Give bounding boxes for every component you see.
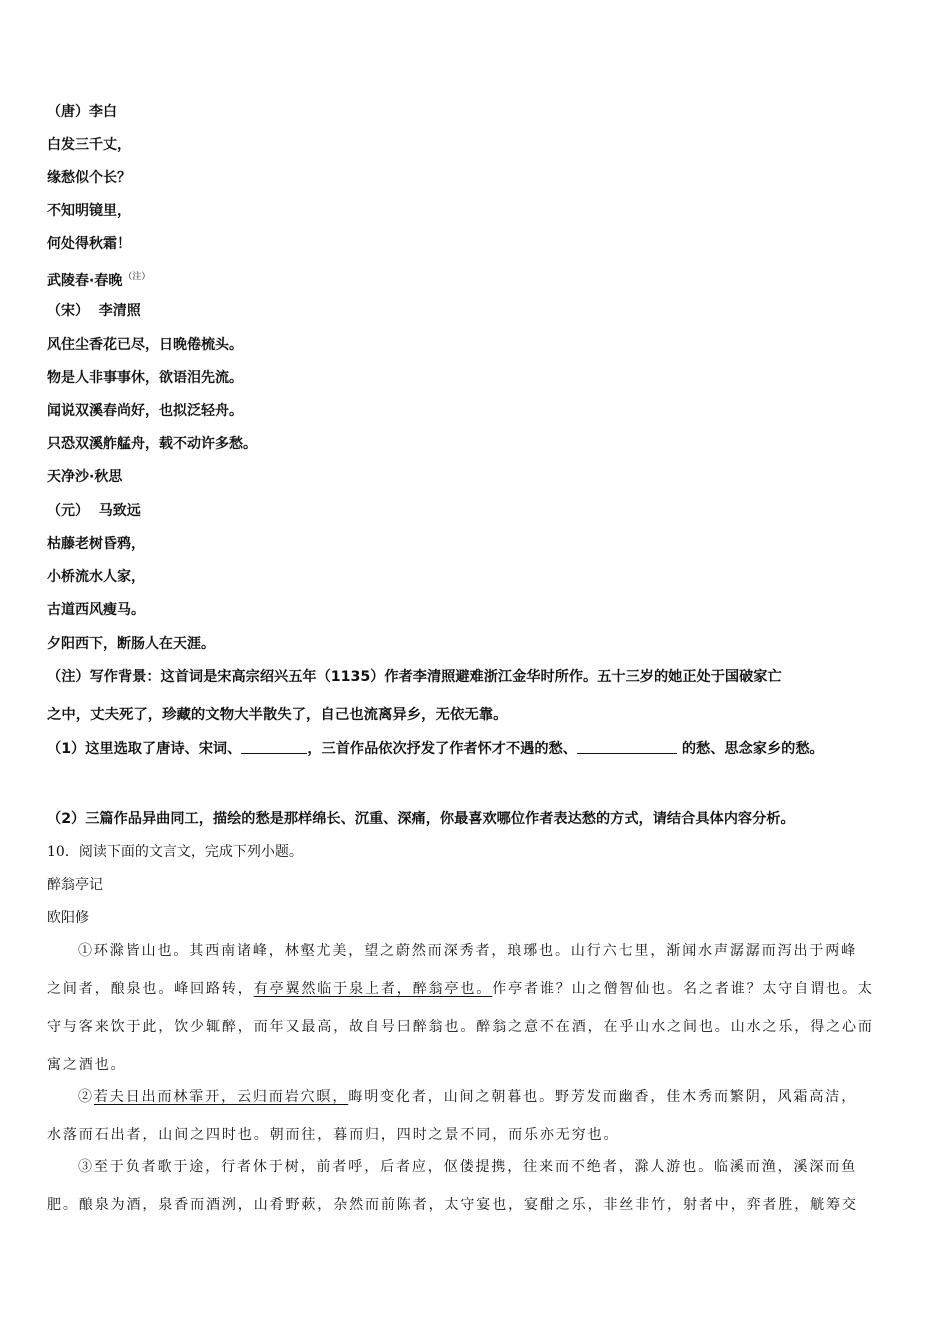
poem1-line-2: 缘愁似个长？: [47, 170, 131, 186]
poem2-title: 武陵春·春晚: [47, 273, 123, 289]
poem2-line-4: 只恐双溪舴艋舟，载不动许多愁。: [47, 436, 257, 452]
poem2-title-line: [47, 267, 150, 291]
paragraph-1-line-2-a: 之间者，酿泉也。峰回路转，: [47, 981, 254, 997]
poem1-line-4: 何处得秋霜！: [47, 236, 131, 252]
paragraph-1-line-2: [47, 979, 874, 999]
paragraph-2-line-1: [78, 1087, 857, 1107]
question-1: [47, 739, 824, 759]
section-10-heading: 10．阅读下面的文言文，完成下列小题。: [47, 844, 303, 860]
essay-author: 欧阳修: [47, 910, 89, 926]
paragraph-2-line-1-b: 晦明变化者，山间之朝暮也。野芳发而幽香，佳木秀而繁阴，风霜高洁，: [348, 1089, 858, 1105]
poem1-author: （唐）李白: [47, 104, 117, 120]
question-1-text-c: 的愁、思念家乡的愁。: [676, 741, 824, 757]
underlined-sentence-2: 若夫日出而林霏开，云归而岩穴暝，: [93, 1089, 349, 1105]
paragraph-1-line-1: ①环滁皆山也。其西南诸峰，林壑尤美，望之蔚然而深秀者，琅琊也。山行六七里，渐闻水声潺潺而泻出于两峰: [78, 943, 858, 959]
note-line-1: （注）写作背景：这首词是宋高宗绍兴五年（1135）作者李清照避难浙江金华时所作。五十三岁的她正处于国破家亡: [47, 669, 782, 685]
poem3-line-3: 古道西风瘦马。: [47, 602, 145, 618]
poem3-line-2: 小桥流水人家，: [47, 569, 145, 585]
question-1-text-a: （1）这里选取了唐诗、宋词、: [47, 741, 242, 757]
poem2-note-mark: （注）: [123, 272, 151, 282]
poem2-line-1: 风住尘香花已尽，日晚倦梳头。: [47, 337, 243, 353]
poem2-line-3: 闻说双溪春尚好，也拟泛轻舟。: [47, 403, 243, 419]
note-line-2: 之中，丈夫死了，珍藏的文物大半散失了，自己也流离异乡，无依无靠。: [47, 707, 508, 723]
paragraph-2-line-2: 水落而石出者，山间之四时也。朝而往，暮而归，四时之景不同，而乐亦无穷也。: [47, 1127, 620, 1143]
poem3-author: （元） 马致远: [47, 503, 141, 519]
essay-title: 醉翁亭记: [47, 877, 103, 893]
answer-blank-1[interactable]: [241, 739, 307, 754]
question-2: （2）三篇作品异曲同工，描绘的愁是那样绵长、沉重、深痛，你最喜欢哪位作者表达愁的方式，请结合具体内容分析。: [47, 811, 795, 827]
poem2-author: （宋） 李清照: [47, 303, 141, 319]
answer-blank-2[interactable]: [577, 739, 677, 754]
poem2-line-2: 物是人非事事休，欲语泪先流。: [47, 370, 243, 386]
poem3-line-1: 枯藤老树昏鸦，: [47, 536, 145, 552]
paragraph-3-line-2: 肥。酿泉为酒，泉香而酒洌，山肴野蔌，杂然而前陈者，太守宴也，宴酣之乐，非丝非竹，射者中，弈者胜，觥筹交: [47, 1197, 858, 1213]
paragraph-1-line-3: 守与客来饮于此，饮少辄醉，而年又最高，故自号曰醉翁也。醉翁之意不在酒，在乎山水之间也。山水之乐，得之心而: [47, 1019, 874, 1035]
question-1-text-b: ，三首作品依次抒发了作者怀才不遇的愁、: [307, 741, 577, 757]
paragraph-3-line-1: ③至于负者歌于途，行者休于树，前者呼，后者应，伛偻提携，往来而不绝者，滁人游也。临溪而渔，溪深而鱼: [78, 1159, 858, 1175]
paragraph-1-line-2-b: 作亭者谁？山之僧智仙也。名之者谁？太守自谓也。太: [492, 981, 874, 997]
poem3-line-4: 夕阳西下，断肠人在天涯。: [47, 636, 215, 652]
paragraph-1-line-4: 寓之酒也。: [47, 1057, 127, 1073]
poem1-line-3: 不知明镜里，: [47, 203, 131, 219]
poem3-title: 天净沙·秋思: [47, 469, 123, 485]
paragraph-2-marker: ②: [78, 1089, 94, 1105]
poem1-line-1: 白发三千丈，: [47, 137, 131, 153]
underlined-sentence-1: 有亭翼然临于泉上者，醉翁亭也。: [253, 981, 493, 997]
